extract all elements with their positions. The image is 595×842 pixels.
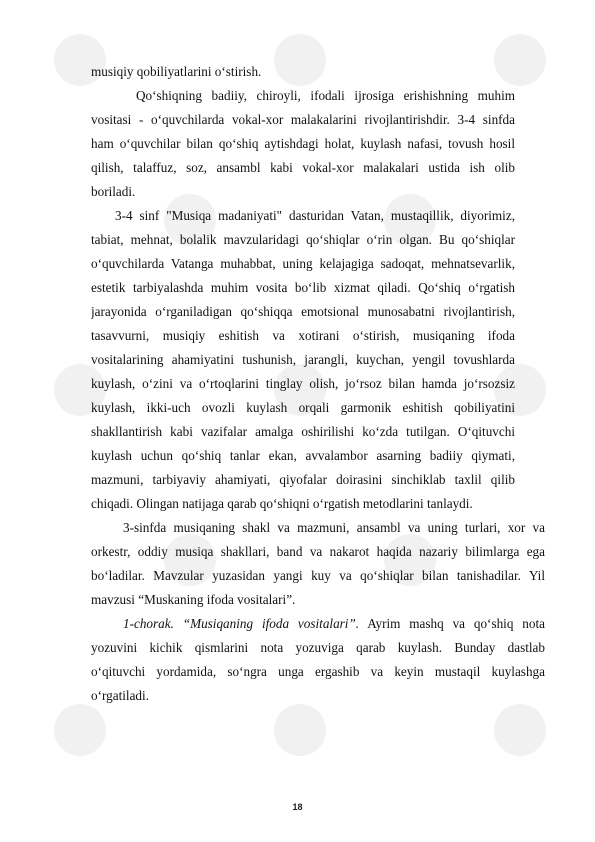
text-line: tasavvurni, musiqiy eshitish va xotirani o‘stirish, musiqaning ifoda bbox=[91, 328, 515, 343]
text-line: bo‘ladilar. Mavzular yuzasidan yangi kuy va qo‘shiqlar bilan tanishadilar. Yil bbox=[91, 568, 545, 583]
text-line: ham o‘quvchilar bilan qo‘shiq aytishdagi holat, kuylash nafasi, tovush hosil bbox=[91, 136, 515, 151]
text-line: vositalarining ahamiyatini tushunish, jarangli, kuychan, yengil tovushlarda bbox=[91, 352, 515, 367]
text-run: Ayrim mashq va qo‘shiq nota bbox=[359, 616, 545, 631]
paragraph-4 bbox=[91, 612, 545, 708]
text-line: yozuvini kichik qismlarini nota yozuviga qarab kuylash. Bunday dastlab bbox=[91, 640, 545, 655]
text-line: musiqiy qobiliyatlarini o‘stirish. bbox=[91, 64, 262, 79]
text-line: mazmuni, tarbiyaviy ahamiyati, qiyofalar doirasini sinchiklab taxlil qilib bbox=[91, 472, 515, 487]
text-line: vositasi - o‘quvchilarda vokal-xor malakalarini rivojlantirishdir. 3-4 sinfda bbox=[91, 112, 515, 127]
text-line: chiqadi. Olingan natijaga qarab qo‘shiqni o‘rgatish metodlarini tanlaydi. bbox=[91, 496, 473, 511]
paragraph-3 bbox=[91, 516, 545, 612]
text-line: kuylash, ikki-uch ovozli kuylash orqali garmonik eshitish qobiliyatini bbox=[91, 400, 515, 415]
text-line: shakllantirish kabi vazifalar amalga oshirilishi ko‘zda tutilgan. O‘qituvchi bbox=[91, 424, 515, 439]
text-line: kuylash, o‘zini va o‘rtoqlarini tinglay olish, jo‘rsoz bilan hamda jo‘rsozsiz bbox=[91, 376, 515, 391]
text-line: o‘rgatiladi. bbox=[91, 688, 149, 703]
italic-heading: 1-chorak. “Musiqaning ifoda vositalari”. bbox=[123, 616, 360, 631]
text-line: kuylash uchun qo‘shiq tanlar ekan, avvalambor asarning badiiy qiymati, bbox=[91, 448, 515, 463]
text-line: 3-4 sinf "Musiqa madaniyati" dasturidan Vatan, mustaqillik, diyorimiz, bbox=[115, 208, 515, 223]
text-line: estetik tarbiyalashda muhim vosita bo‘lib xizmat qiladi. Qo‘shiq o‘rgatish bbox=[91, 280, 515, 295]
text-line: qilish, talaffuz, soz, ansambl kabi vokal-xor malakalari ustida ish olib bbox=[91, 160, 515, 175]
text-line: tabiat, mehnat, bolalik mavzularidagi qo‘shiqlar o‘rin olgan. Bu qo‘shiqlar bbox=[91, 232, 515, 247]
text-line: orkestr, oddiy musiqa shakllari, band va nakarot haqida nazariy bilimlarga ega bbox=[91, 544, 545, 559]
page-number: 18 bbox=[292, 802, 303, 812]
text-line: jarayonida o‘rganiladigan qo‘shiqqa emotsional munosabatni rivojlantirish, bbox=[91, 304, 515, 319]
text-line: boriladi. bbox=[91, 184, 136, 199]
paragraph-1 bbox=[91, 60, 515, 204]
paragraph-2 bbox=[91, 204, 515, 516]
text-line: mavzusi “Muskaning ifoda vositalari”. bbox=[91, 592, 296, 607]
text-line bbox=[91, 612, 545, 636]
text-line: 3-sinfda musiqaning shakl va mazmuni, ansambl va uning turlari, xor va bbox=[123, 520, 545, 535]
text-line: o‘quvchilarda Vatanga muhabbat, uning kelajagiga sadoqat, mehnatsevarlik, bbox=[91, 256, 515, 271]
text-line: Qo‘shiqning badiiy, chiroyli, ifodali ijrosiga erishishning muhim bbox=[136, 88, 515, 103]
text-line: o‘qituvchi yordamida, so‘ngra unga ergashib va keyin mustaqil kuylashga bbox=[91, 664, 545, 679]
